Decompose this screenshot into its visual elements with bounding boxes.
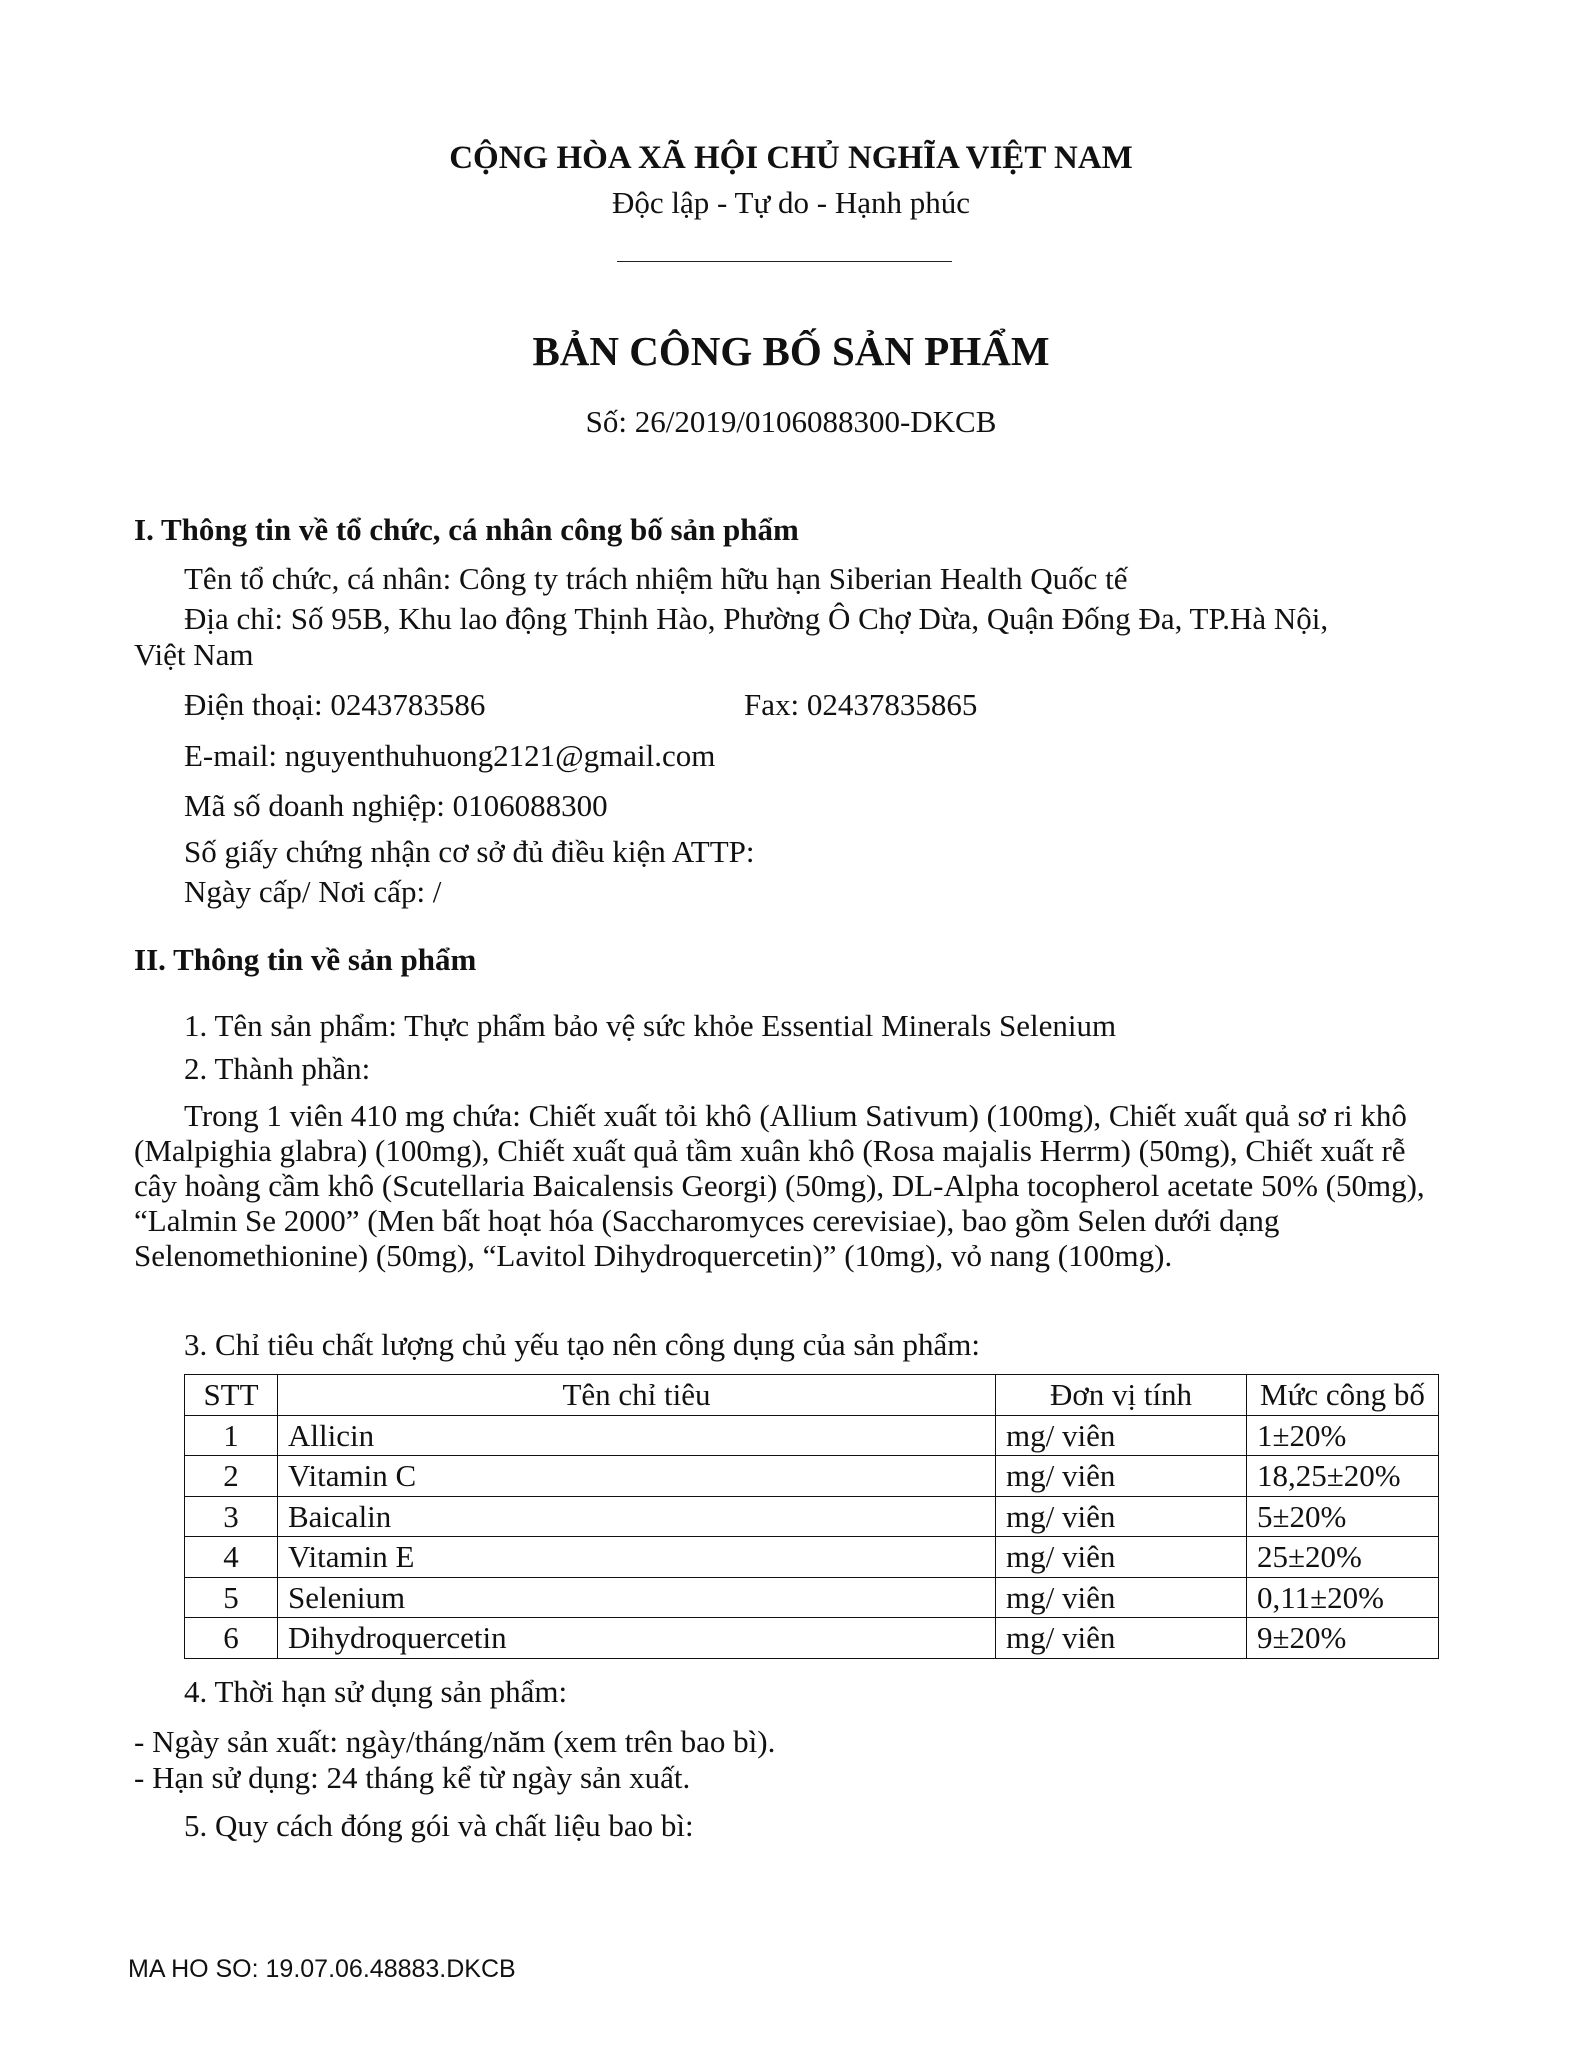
- email: E-mail: nguyenthuhuong2121@gmail.com: [184, 738, 716, 773]
- shelf-life-heading: 4. Thời hạn sử dụng sản phẩm:: [184, 1674, 568, 1709]
- table-cell: Allicin: [278, 1415, 996, 1456]
- table-row: [185, 1618, 1439, 1659]
- section-1-heading: I. Thông tin về tổ chức, cá nhân công bố sản phẩm: [134, 512, 799, 547]
- table-cell: 4: [185, 1537, 278, 1578]
- expiry: - Hạn sử dụng: 24 tháng kể từ ngày sản xuất.: [134, 1760, 691, 1795]
- document-number: Số: 26/2019/0106088300-DKCB: [585, 404, 997, 439]
- table-cell: Baicalin: [278, 1496, 996, 1537]
- table-cell: 0,11±20%: [1247, 1577, 1439, 1618]
- business-code: Mã số doanh nghiệp: 0106088300: [184, 788, 608, 823]
- org-name: Tên tổ chức, cá nhân: Công ty trách nhiệm hữu hạn Siberian Health Quốc tế: [184, 561, 1128, 596]
- table-cell: mg/ viên: [996, 1456, 1247, 1497]
- title-divider: [617, 261, 952, 262]
- section-2-heading: II. Thông tin về sản phẩm: [134, 942, 477, 977]
- phone: Điện thoại: 0243783586: [184, 687, 486, 722]
- table-header-row: [185, 1375, 1439, 1416]
- quality-criteria-heading: 3. Chỉ tiêu chất lượng chủ yếu tạo nên công dụng của sản phẩm:: [184, 1327, 980, 1362]
- table-cell: 9±20%: [1247, 1618, 1439, 1659]
- national-motto: Độc lập - Tự do - Hạnh phúc: [612, 185, 970, 220]
- table-cell: 1: [185, 1415, 278, 1456]
- table-cell: 18,25±20%: [1247, 1456, 1439, 1497]
- document-title: BẢN CÔNG BỐ SẢN PHẨM: [532, 328, 1050, 374]
- table-cell: 2: [185, 1456, 278, 1497]
- table-cell: mg/ viên: [996, 1577, 1247, 1618]
- manufacture-date: - Ngày sản xuất: ngày/tháng/năm (xem trên bao bì).: [134, 1724, 776, 1759]
- dossier-code: MA HO SO: 19.07.06.48883.DKCB: [128, 1955, 516, 1983]
- column-header: Mức công bố: [1247, 1375, 1439, 1416]
- packaging-heading: 5. Quy cách đóng gói và chất liệu bao bì:: [184, 1808, 694, 1843]
- table-cell: Vitamin C: [278, 1456, 996, 1497]
- national-title: CỘNG HÒA XÃ HỘI CHỦ NGHĨA VIỆT NAM: [449, 140, 1133, 176]
- table-cell: 6: [185, 1618, 278, 1659]
- table-cell: Vitamin E: [278, 1537, 996, 1578]
- table-cell: 5: [185, 1577, 278, 1618]
- column-header: STT: [185, 1375, 278, 1416]
- composition-heading: 2. Thành phần:: [184, 1051, 371, 1086]
- quality-criteria-table: [184, 1374, 1439, 1659]
- address-line-2: Việt Nam: [134, 637, 254, 672]
- fax: Fax: 02437835865: [744, 687, 978, 722]
- table-row: [185, 1577, 1439, 1618]
- table-cell: Dihydroquercetin: [278, 1618, 996, 1659]
- table-row: [185, 1415, 1439, 1456]
- column-header: Tên chỉ tiêu: [278, 1375, 996, 1416]
- table-cell: 1±20%: [1247, 1415, 1439, 1456]
- table-row: [185, 1537, 1439, 1578]
- column-header: Đơn vị tính: [996, 1375, 1247, 1416]
- composition-text: Trong 1 viên 410 mg chứa: Chiết xuất tỏi khô (Allium Sativum) (100mg), Chiết xuất quả sơ ri khô (Malpighia glabra) (100mg), Chiết xuất quả tầm xuân khô (Rosa majalis Herrm) (50mg), Chiết xuất rễ cây hoàng cầm khô (Scutellaria Baicalensis Georgi) (50mg), DL-Alpha tocopherol acetate 50% (50mg), “Lalmin Se 2000” (Men bất hoạt hóa (Saccharomyces cerevisiae), bao gồm Selen dưới dạng Selenomethionine) (50mg), “Lavitol Dihydroquercetin)” (10mg), vỏ nang (100mg).: [134, 1098, 1425, 1273]
- food-safety-certificate: Số giấy chứng nhận cơ sở đủ điều kiện ATTP:: [184, 834, 755, 869]
- product-name: 1. Tên sản phẩm: Thực phẩm bảo vệ sức khỏe Essential Minerals Selenium: [184, 1008, 1117, 1043]
- table-cell: Selenium: [278, 1577, 996, 1618]
- table-cell: mg/ viên: [996, 1415, 1247, 1456]
- table-row: [185, 1456, 1439, 1497]
- table-cell: 3: [185, 1496, 278, 1537]
- table-cell: 5±20%: [1247, 1496, 1439, 1537]
- table-row: [185, 1496, 1439, 1537]
- table-cell: mg/ viên: [996, 1537, 1247, 1578]
- address-line-1: Địa chỉ: Số 95B, Khu lao động Thịnh Hào, Phường Ô Chợ Dừa, Quận Đống Đa, TP.Hà Nội,: [184, 601, 1329, 636]
- table-cell: mg/ viên: [996, 1618, 1247, 1659]
- table-cell: mg/ viên: [996, 1496, 1247, 1537]
- issue-date-place: Ngày cấp/ Nơi cấp: /: [184, 874, 442, 909]
- table-cell: 25±20%: [1247, 1537, 1439, 1578]
